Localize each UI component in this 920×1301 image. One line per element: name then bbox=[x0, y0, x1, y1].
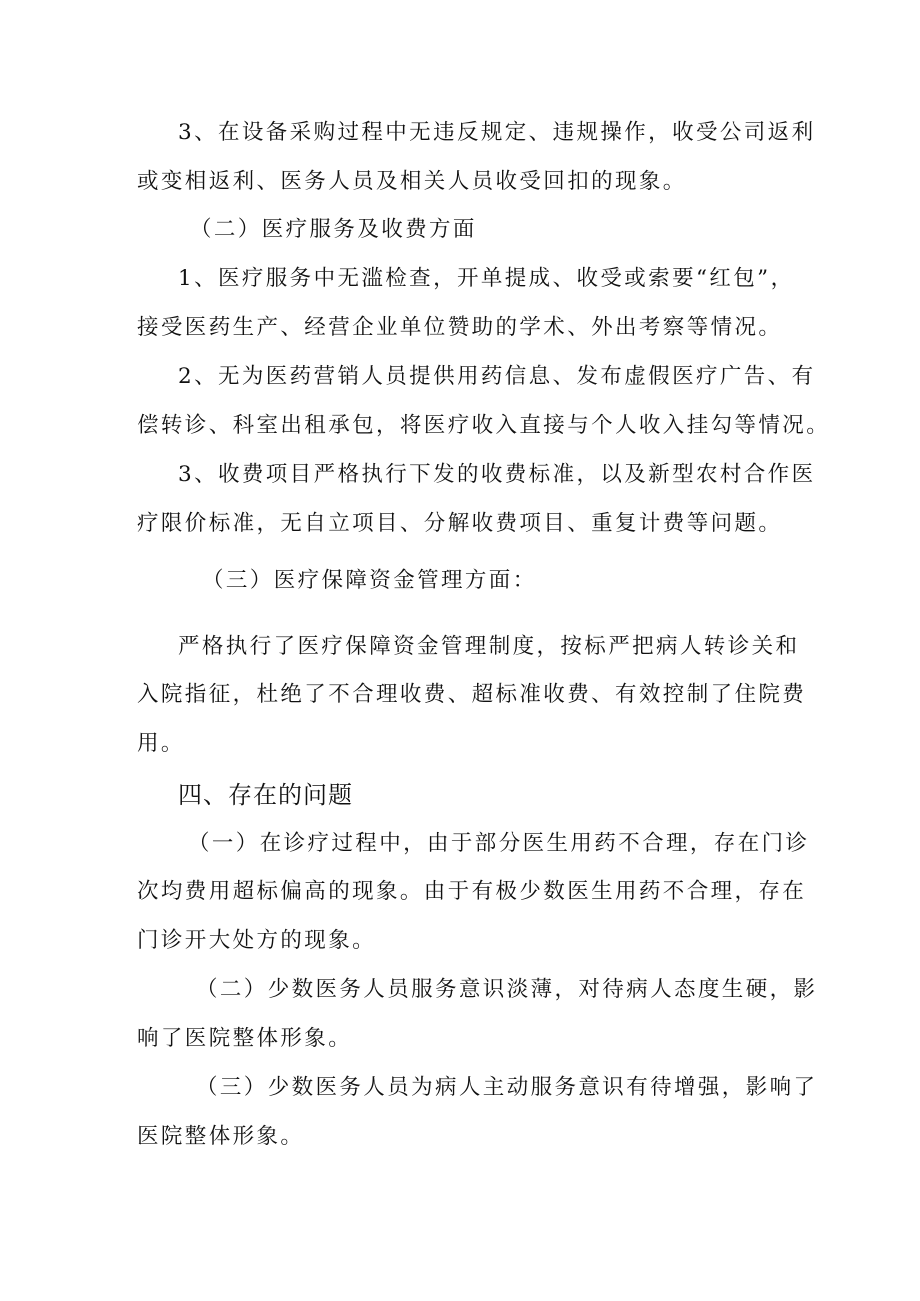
section-three-title: （三）医疗保障资金管理方面： bbox=[202, 568, 537, 593]
fund-paragraph-line-3: 用。 bbox=[137, 731, 185, 756]
service-item-3-line-2: 疗限价标准，无自立项目、分解收费项目、重复计费等问题。 bbox=[137, 511, 783, 536]
fund-paragraph-line-1: 严格执行了医疗保障资金管理制度，按标严把病人转诊关和 bbox=[178, 634, 800, 659]
service-item-1-line-2: 接受医药生产、经营企业单位赞助的学术、外出考察等情况。 bbox=[137, 315, 783, 340]
fund-paragraph-line-2: 入院指征，杜绝了不合理收费、超标准收费、有效控制了住院费 bbox=[137, 682, 807, 707]
problems-heading: 四、存在的问题 bbox=[178, 781, 353, 809]
service-item-3-line-1: 3、收费项目严格执行下发的收费标准，以及新型农村合作医 bbox=[178, 462, 816, 487]
service-item-1-line-1: 1、医疗服务中无滥检查，开单提成、收受或索要“红包”， bbox=[178, 266, 795, 291]
item-3-line-1: 3、在设备采购过程中无违反规定、违规操作，收受公司返利 bbox=[178, 120, 816, 145]
service-item-2-line-2: 偿转诊、科室出租承包，将医疗收入直接与个人收入挂勾等情况。 bbox=[137, 413, 831, 438]
problem-2-line-2: 响了医院整体形象。 bbox=[137, 1026, 353, 1051]
problem-1-line-3: 门诊开大处方的现象。 bbox=[137, 928, 377, 953]
item-3-line-2: 或变相返利、医务人员及相关人员收受回扣的现象。 bbox=[137, 169, 687, 194]
problem-1-line-1: （一）在诊疗过程中，由于部分医生用药不合理，存在门诊 bbox=[188, 831, 810, 856]
problem-3-line-2: 医院整体形象。 bbox=[137, 1124, 305, 1149]
problem-1-line-2: 次均费用超标偏高的现象。由于有极少数医生用药不合理，存在 bbox=[137, 879, 807, 904]
service-item-2-line-1: 2、无为医药营销人员提供用药信息、发布虚假医疗广告、有 bbox=[178, 364, 816, 389]
problem-2-line-1: （二）少数医务人员服务意识淡薄，对待病人态度生硬，影 bbox=[196, 977, 818, 1002]
problem-3-line-1: （三）少数医务人员为病人主动服务意识有待增强，影响了 bbox=[196, 1075, 818, 1100]
section-two-title: （二）医疗服务及收费方面 bbox=[190, 217, 477, 242]
